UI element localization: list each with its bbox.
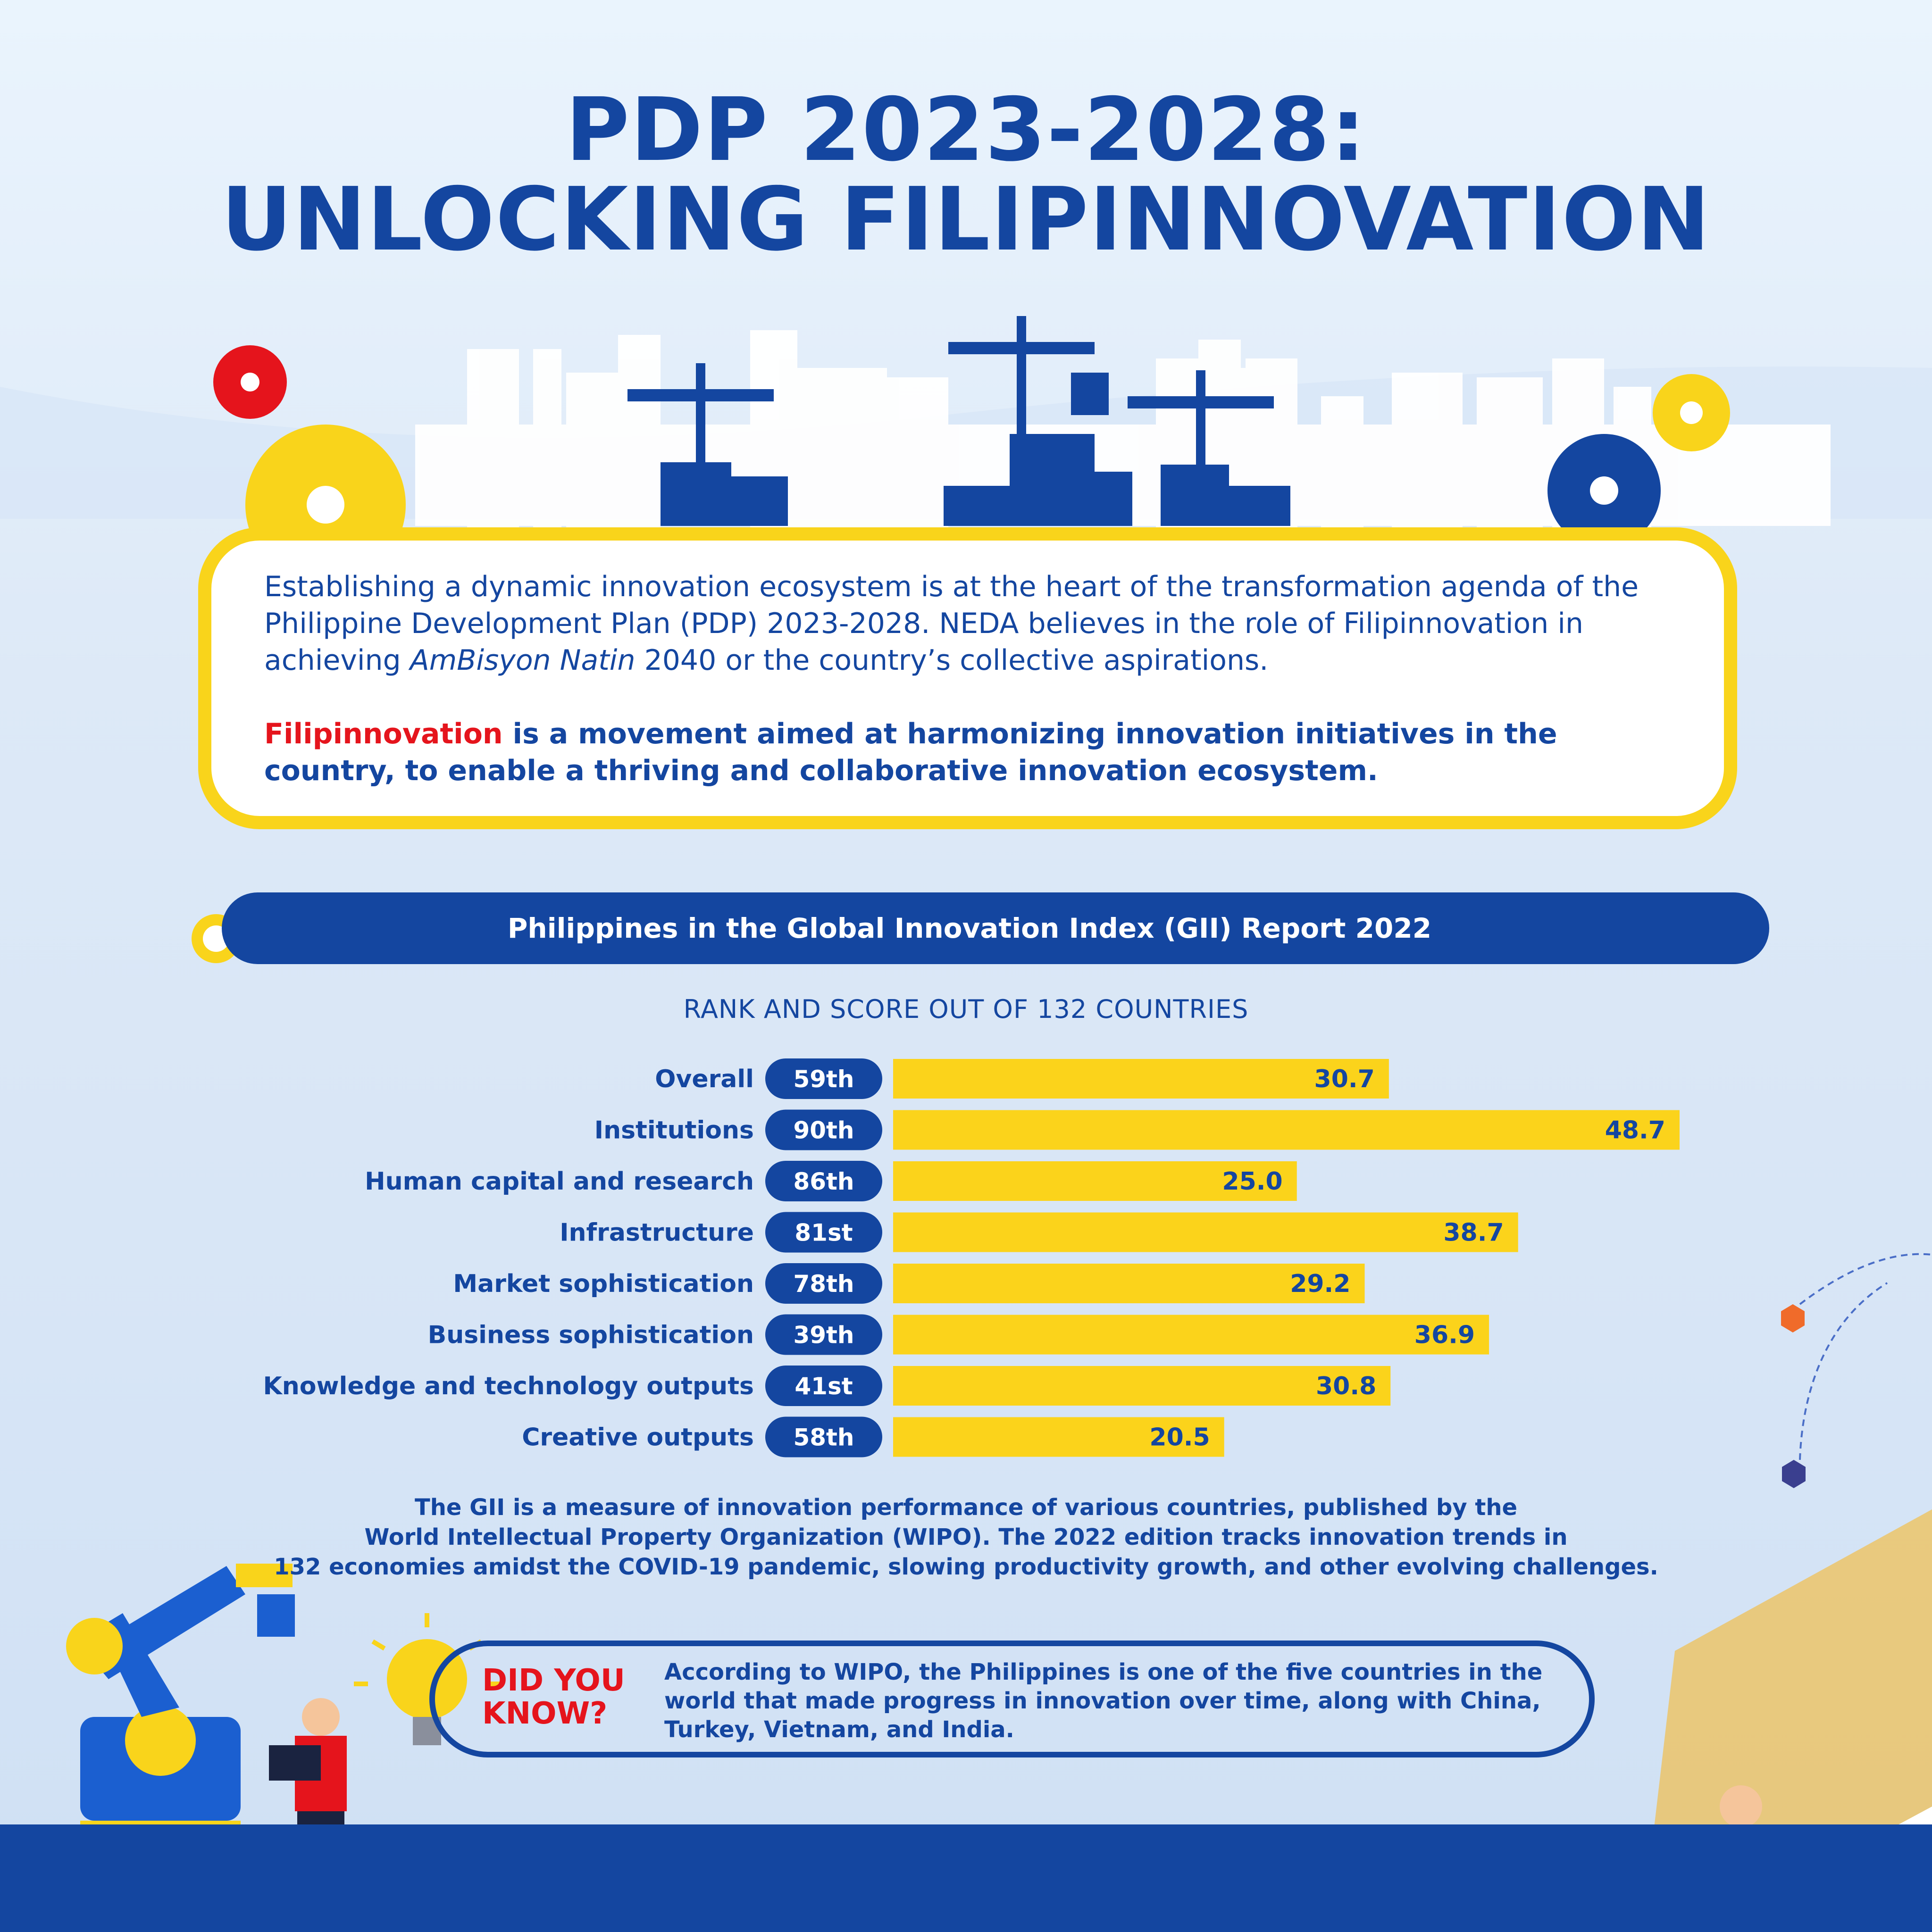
- category-label: Infrastructure: [560, 1218, 754, 1247]
- bar-value-label: 30.7: [1314, 1065, 1375, 1093]
- gii-banner-title: Philippines in the Global Innovation Index (GII) Report 2022: [507, 912, 1432, 944]
- category-label: Creative outputs: [522, 1423, 754, 1452]
- did-you-know-line: According to WIPO, the Philippines is one of the five countries in the: [664, 1659, 1543, 1685]
- chart-subtitle: RANK AND SCORE OUT OF 132 COUNTRIES: [683, 994, 1249, 1024]
- ambisyon-natin-text: AmBisyon Natin: [410, 644, 636, 677]
- footnote-line: The GII is a measure of innovation performance of various countries, published by the: [414, 1494, 1518, 1521]
- rank-label: 90th: [793, 1116, 854, 1144]
- bottom-band: [0, 1824, 1932, 1932]
- rank-label: 86th: [793, 1168, 854, 1195]
- did-you-know-line: Turkey, Vietnam, and India.: [664, 1716, 1014, 1743]
- intro-text-part: Establishing a dynamic innovation ecosystem is at the heart of the transformation agenda of the Philippine Development Plan (PDP) 2023-2028. NEDA believes in the role of Filipinnovation in achieving: [264, 570, 1639, 677]
- rank-label: 41st: [795, 1373, 853, 1400]
- did-you-know-title: [482, 1664, 625, 1730]
- bar: [893, 1315, 1489, 1355]
- category-label: Market sophistication: [453, 1270, 754, 1298]
- category-label: Overall: [655, 1065, 754, 1093]
- did-you-know-title-line: KNOW?: [482, 1696, 608, 1731]
- did-you-know-title-line: DID YOU: [482, 1663, 625, 1698]
- title-line-1: PDP 2023-2028:: [565, 79, 1367, 181]
- bar: [893, 1213, 1518, 1252]
- intro-text-part: 2040 or the country’s collective aspirations.: [635, 644, 1269, 677]
- bar-value-label: 29.2: [1290, 1270, 1351, 1298]
- bar-value-label: 30.8: [1315, 1372, 1377, 1400]
- rank-label: 39th: [793, 1321, 854, 1349]
- category-label: Knowledge and technology outputs: [263, 1372, 754, 1400]
- bar: [893, 1110, 1680, 1150]
- did-you-know-text: [664, 1658, 1561, 1744]
- footnote-line: 132 economies amidst the COVID-19 pandemic, slowing productivity growth, and other evolving challenges.: [274, 1554, 1658, 1580]
- rank-label: 58th: [793, 1424, 854, 1451]
- title-line-2: UNLOCKING FILIPINNOVATION: [221, 168, 1711, 270]
- bar-value-label: 36.9: [1414, 1321, 1475, 1349]
- rank-label: 59th: [793, 1066, 854, 1093]
- bar-value-label: 20.5: [1149, 1423, 1210, 1452]
- did-you-know-line: world that made progress in innovation over time, along with China,: [664, 1688, 1541, 1714]
- filipinnovation-highlight: Filipinnovation: [264, 717, 503, 750]
- category-label: Business sophistication: [427, 1321, 754, 1349]
- rank-label: 81st: [795, 1219, 853, 1247]
- bar-value-label: 38.7: [1443, 1218, 1504, 1247]
- gii-footnote: [0, 1493, 1932, 1582]
- bar-value-label: 25.0: [1222, 1167, 1283, 1196]
- category-label: Human capital and research: [365, 1167, 754, 1196]
- category-label: Institutions: [594, 1116, 754, 1145]
- bar-value-label: 48.7: [1605, 1116, 1665, 1145]
- footnote-line: World Intellectual Property Organization (WIPO). The 2022 edition tracks innovation trends in: [364, 1524, 1568, 1550]
- statement-text: is a movement aimed at harmonizing innovation initiatives in the country, to enable a thriving and collaborative innovation ecosystem.: [264, 717, 1557, 787]
- rank-label: 78th: [793, 1270, 854, 1298]
